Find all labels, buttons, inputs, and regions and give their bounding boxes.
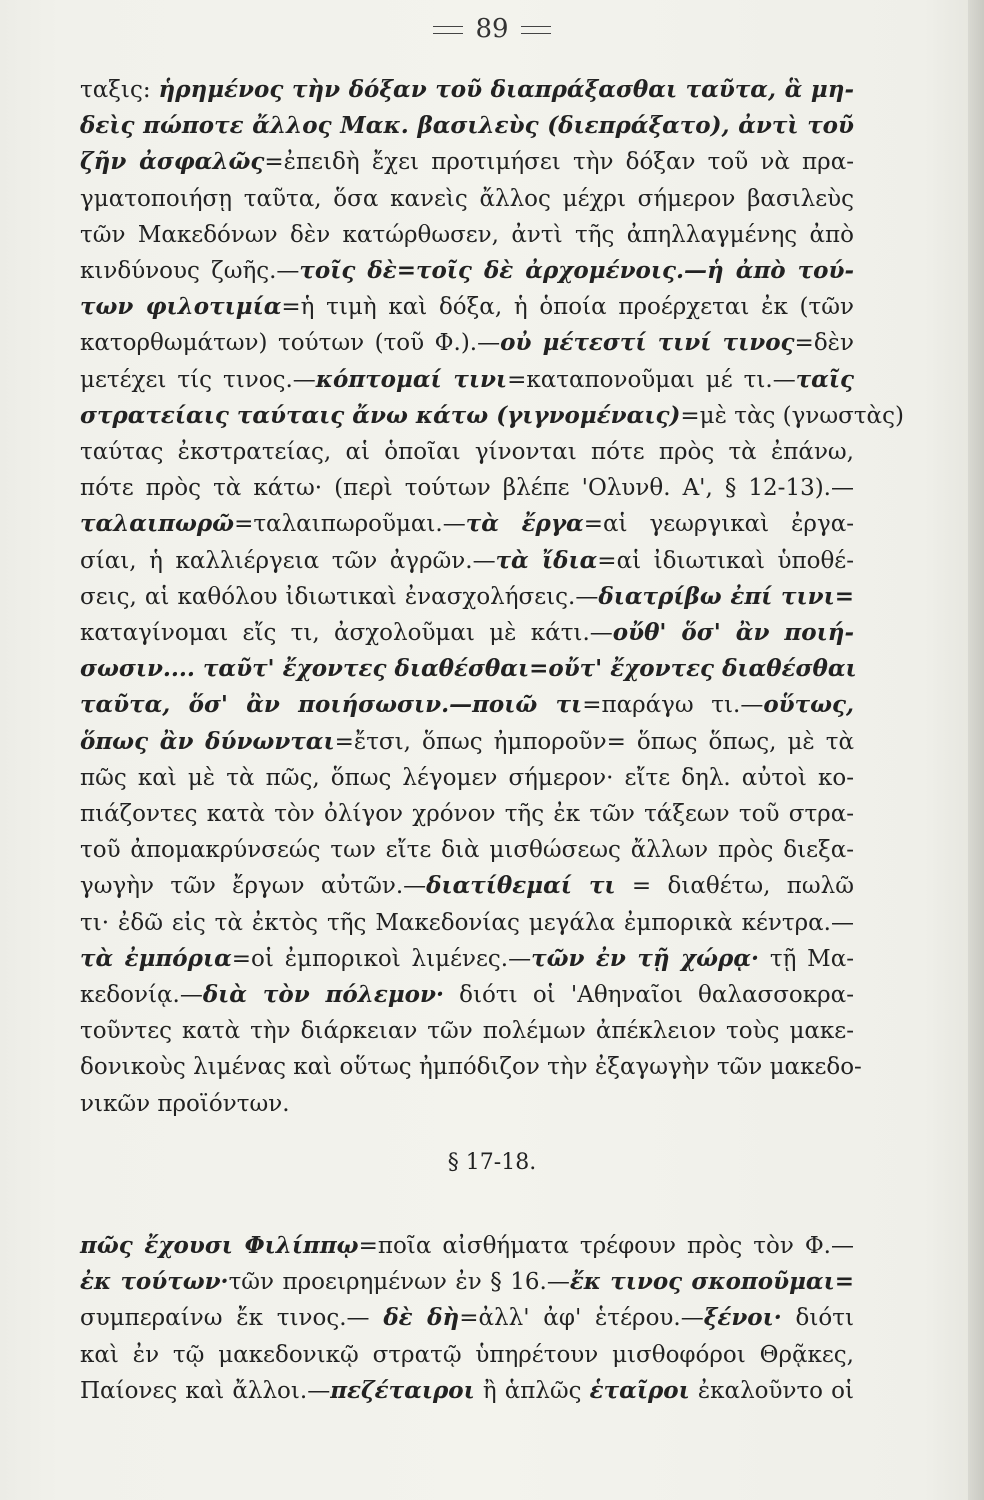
lemma-bold-italic: τὰ ἴδια [495,546,598,574]
gloss-text: ταξις: [80,77,159,103]
lemma-bold-italic: οὕτως, [763,691,855,719]
header-rule-right [521,26,551,34]
gloss-text: μετέχει τίς τινος.— [80,366,316,393]
gloss-text: ἢ ἁπλῶς [474,1377,590,1404]
gloss-text: τῇ Μα- [759,945,854,972]
gloss-text: τι· ἐδῶ εἰς τὰ ἐκτὸς τῆς Μακεδονίας μεγάλα ἐμπορικὰ κέντρα.— [80,909,854,936]
text-line [80,1373,854,1409]
gloss-text: διότι [781,1305,855,1332]
gloss-text: =αἱ ἰδιωτικαὶ ὑποθέ- [597,547,854,574]
gloss-text: καταγίνομαι εἴς τι, ἀσχολοῦμαι μὲ κάτι.— [80,620,613,647]
lemma-bold-italic: τὰ ἐμπόρια [80,944,232,972]
gloss-text: τοῦντες κατὰ τὴν διάρκειαν τῶν πολέμων ἀπέκλειον τοὺς μακε- [80,1018,854,1045]
lemma-bold-italic: στρατείαις ταύταις ἄνω κάτω (γιγνομέναις) [80,401,681,429]
text-line [80,1264,854,1300]
text-line [80,1337,854,1373]
gloss-text: ἐκαλοῦντο οἱ [689,1377,854,1404]
text-line [80,615,854,651]
text-line [80,362,854,398]
gloss-text: σεις, αἱ καθόλου ἰδιωτικαὶ ἐνασχολήσεις.— [80,583,599,610]
text-line [80,760,854,796]
gloss-text: =αἱ γεωργικαὶ ἐργα- [583,511,854,538]
gloss-text: σίαι, ἡ καλλιέργεια τῶν ἀγρῶν.— [80,547,496,574]
text-line [80,398,904,434]
page-number: 89 [475,14,509,44]
gloss-text: =ἡ τιμὴ καὶ δόξα, ἡ ὁποία προέρχεται ἐκ (τῶν [281,294,854,321]
lemma-bold-italic: κόπτομαί τινι [315,365,508,393]
header-rule-left [433,26,463,34]
gloss-text: =ποῖα αἰσθήματα τρέφουν πρὸς τὸν Φ.— [358,1233,854,1259]
text-line [80,1086,854,1122]
lemma-bold-italic: ὅπως ἂν δύνωνται [80,727,335,755]
lemma-bold-italic: πεζέταιροι [330,1376,475,1404]
lemma-bold-italic: δὲ δὴ [383,1304,460,1332]
gloss-text: γωγὴν τῶν ἔργων αὐτῶν.— [80,873,427,900]
text-line [80,905,854,941]
text-line [80,832,854,868]
page-header [0,14,984,44]
lemma-bold-italic: ξένοι· [703,1304,782,1332]
text-line [80,579,854,615]
gloss-text: διότι οἱ 'Αθηναῖοι θαλασσοκρα- [443,982,854,1009]
text-line [80,144,854,180]
text-line [80,687,854,723]
text-line [80,1300,854,1336]
gloss-text: =ἔτσι, ὅπως ἠμποροῦν= ὅπως ὅπως, μὲ τὰ [334,728,855,755]
gloss-text: κεδονίᾳ.— [80,982,203,1009]
lemma-bold-italic: δεὶς πώποτε ἄλλος Μακ. βασιλεὺς (διεπράξατο), ἀντὶ τοῦ [80,112,854,140]
gloss-text: =ἀλλ' ἀφ' ἑτέρου.— [459,1305,704,1332]
gloss-text: =οἱ ἐμπορικοὶ λιμένες.— [231,945,532,972]
gloss-text: =καταπονοῦμαι μέ τι.— [507,366,796,393]
lemma-bold-italic: τοῖς δὲ=τοῖς δὲ ἀρχομένοις.—ἡ ἀπὸ τού- [299,257,854,285]
gloss-text: Παίονες καὶ ἄλλοι.— [80,1377,331,1404]
section-heading: § 17-18. [447,1150,537,1175]
gloss-text: =παράγω τι.— [582,692,764,719]
page-edge [968,0,984,1500]
gloss-text: κινδύνους ζωῆς.— [80,258,300,285]
text-line [80,72,854,108]
lemma-bold-italic: οὔθ' ὅσ' ἂν ποιή- [612,619,854,647]
lemma-bold-italic: ἑταῖροι [589,1376,690,1404]
lemma-bold-italic: διὰ τὸν πόλεμον· [202,981,444,1009]
gloss-text: τῶν προειρημένων ἐν § 16.— [228,1269,570,1296]
text-line [80,1013,854,1049]
gloss-text: =δὲν [794,330,854,357]
gloss-text: =μὲ τὰς (γνωστὰς) [680,402,904,429]
text-line [80,651,857,687]
lemma-bold-italic: διατίθεμαί τι [426,872,616,900]
text-line [80,1049,862,1085]
text-line [80,325,854,361]
text-line [80,724,854,760]
text-line [80,941,854,977]
gloss-text: ταύτας ἐκστρατείας, αἱ ὁποῖαι γίνονται πότε πρὸς τὰ ἐπάνω, [80,439,854,466]
lemma-bold-italic: τὰ ἔργα [465,510,584,538]
lemma-bold-italic: οὐ μέτεστί τινί τινος [500,329,795,357]
gloss-text: =ταλαιπωροῦμαι.— [234,511,466,538]
text-line [80,543,854,579]
text-line [80,181,854,217]
text-line [80,217,854,253]
lemma-bold-italic: σωσιν.... ταῦτ' ἔχοντες διαθέσθαι=οὔτ' ἔχοντες διαθέσθαι [80,655,857,683]
lemma-bold-italic: ταῖς [795,365,855,393]
text-line [80,289,854,325]
text-line [80,868,854,904]
lemma-bold-italic: ταῦτα, ὅσ' ἂν ποιήσωσιν.—ποιῶ τι [80,691,583,719]
text-line [80,434,854,470]
lemma-bold-italic: πῶς ἔχουσι Φιλίππῳ [80,1232,359,1259]
lemma-bold-italic: διατρίβω ἐπί τινι= [598,582,854,610]
gloss-text: πῶς καὶ μὲ τὰ πῶς, ὅπως λέγομεν σήμερον· εἴτε δηλ. αὐτοὶ κο- [80,764,854,791]
gloss-text: συμπεραίνω ἔκ τινος.— [80,1305,384,1332]
gloss-text: =ἐπειδὴ ἔχει προτιμήσει τὴν δόξαν τοῦ νὰ πρα- [264,149,855,176]
gloss-text: πότε πρὸς τὰ κάτω· (περὶ τούτων βλέπε 'Ολυνθ. Α', § 12-13).— [80,475,854,502]
gloss-text: νικῶν προϊόντων. [80,1090,290,1117]
lemma-bold-italic: ἡρημένος τὴν δόξαν τοῦ διαπράξασθαι ταῦτα, ἃ μη- [158,76,854,103]
gloss-text: τοῦ ἀπομακρύνσεώς των εἴτε διὰ μισθώσεως ἄλλων πρὸς διεξα- [80,837,854,864]
text-line [80,1228,854,1264]
lemma-bold-italic: ζῆν ἀσφαλῶς [80,148,265,176]
commentary-text-block-1 [80,72,904,1122]
gloss-text: γματοποιήσῃ ταῦτα, ὅσα κανεὶς ἄλλος μέχρι σήμερον βασιλεὺς [80,185,854,212]
text-line [80,470,854,506]
lemma-bold-italic: ἔκ τινος σκοποῦμαι= [569,1268,855,1296]
text-line [80,796,854,832]
text-line [80,506,854,542]
lemma-bold-italic: των φιλοτιμία [80,293,282,321]
gloss-text: = διαθέτω, πωλῶ [615,873,854,900]
gloss-text: καὶ ἐν τῷ μακεδονικῷ στρατῷ ὑπηρέτουν μισθοφόροι Θρᾷκες, [80,1341,854,1368]
text-line [80,253,854,289]
gloss-text: πιάζοντες κατὰ τὸν ὀλίγον χρόνον τῆς ἐκ τῶν τάξεων τοῦ στρα- [80,801,854,828]
lemma-bold-italic: ἐκ τούτων· [80,1268,229,1296]
lemma-bold-italic: τῶν ἐν τῇ χώρᾳ· [531,944,760,972]
text-line [80,108,854,144]
gloss-text: κατορθωμάτων) τούτων (τοῦ Φ.).— [80,330,501,357]
gloss-text: τῶν Μακεδόνων δὲν κατώρθωσεν, ἀντὶ τῆς ἀπηλλαγμένης ἀπὸ [80,221,854,248]
lemma-bold-italic: ταλαιπωρῶ [80,510,235,538]
gloss-text: δονικοὺς λιμένας καὶ οὕτως ἠμπόδιζον τὴν ἐξαγωγὴν τῶν μακεδο- [80,1054,862,1081]
text-line [80,977,854,1013]
commentary-text-block-2 [80,1228,854,1409]
